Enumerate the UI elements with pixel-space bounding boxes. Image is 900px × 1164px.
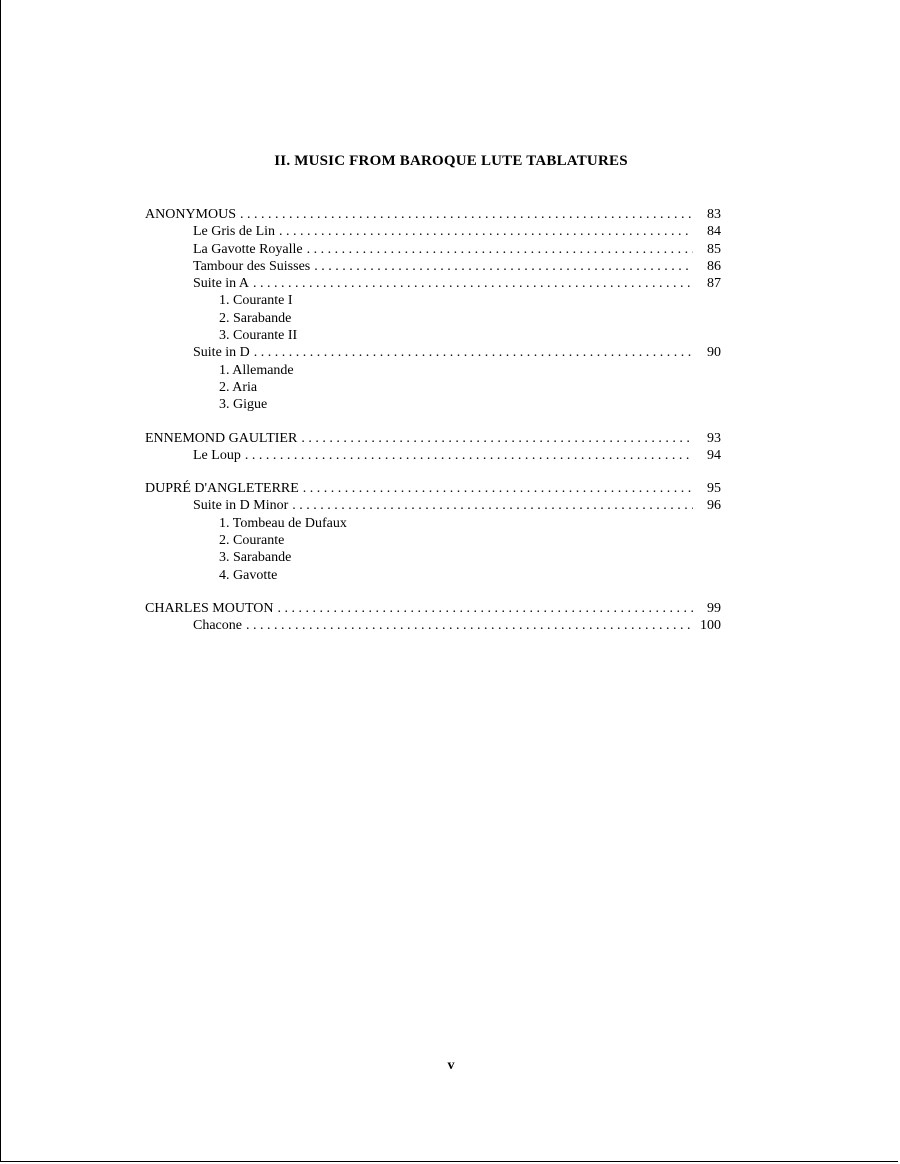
toc-entry-title: 2. Sarabande bbox=[219, 310, 292, 326]
toc-movement-entry[interactable] bbox=[145, 327, 721, 344]
table-of-contents bbox=[145, 206, 721, 635]
toc-entry-title: Suite in D bbox=[193, 345, 250, 361]
toc-composer-entry[interactable] bbox=[145, 430, 721, 447]
toc-page-number: 95 bbox=[707, 481, 721, 497]
toc-movement-entry[interactable] bbox=[145, 379, 721, 396]
toc-work-entry[interactable] bbox=[145, 223, 721, 240]
toc-page-number: 99 bbox=[707, 600, 721, 616]
page-heading: II. MUSIC FROM BAROQUE LUTE TABLATURES bbox=[274, 153, 628, 169]
toc-entry-title: Suite in A bbox=[193, 276, 250, 292]
toc-movement-entry[interactable] bbox=[145, 396, 721, 413]
toc-movement-entry[interactable] bbox=[145, 549, 721, 566]
section-gap bbox=[145, 414, 721, 430]
toc-entry-title: 4. Gavotte bbox=[219, 567, 278, 583]
toc-work-entry[interactable] bbox=[145, 275, 721, 292]
toc-work-entry[interactable] bbox=[145, 447, 721, 464]
toc-entry-title: ANONYMOUS bbox=[145, 207, 237, 222]
section-gap bbox=[145, 584, 721, 600]
toc-entry-title: Suite in D Minor bbox=[193, 498, 289, 514]
page-folio: v bbox=[447, 1058, 455, 1073]
toc-composer-entry[interactable] bbox=[145, 206, 721, 223]
toc-entry-title: 2. Courante bbox=[219, 533, 285, 549]
toc-page-number: 87 bbox=[707, 276, 721, 292]
dot-leader bbox=[246, 617, 693, 634]
toc-page-number: 90 bbox=[707, 345, 721, 361]
toc-entry-title: 3. Gigue bbox=[219, 397, 268, 413]
toc-work-entry[interactable] bbox=[145, 344, 721, 361]
toc-entry-title: Le Loup bbox=[193, 447, 241, 463]
toc-page-number: 86 bbox=[707, 258, 721, 274]
toc-entry-title: 3. Sarabande bbox=[219, 550, 292, 566]
toc-page-number: 93 bbox=[707, 430, 721, 446]
toc-movement-entry[interactable] bbox=[145, 567, 721, 584]
toc-entry-title: 2. Aria bbox=[219, 379, 258, 395]
toc-entry-title: La Gavotte Royalle bbox=[193, 241, 303, 257]
toc-entry-title: 1. Tombeau de Dufaux bbox=[219, 515, 347, 531]
toc-composer-entry[interactable] bbox=[145, 600, 721, 617]
toc-page-number: 94 bbox=[707, 447, 721, 463]
toc-movement-entry[interactable] bbox=[145, 362, 721, 379]
toc-section bbox=[145, 430, 721, 465]
toc-section bbox=[145, 206, 721, 414]
toc-entry-title: 1. Allemande bbox=[219, 362, 294, 378]
toc-work-entry[interactable] bbox=[145, 617, 721, 634]
toc-entry-title: Chacone bbox=[193, 618, 242, 634]
toc-work-entry[interactable] bbox=[145, 241, 721, 258]
dot-leader bbox=[279, 223, 693, 240]
toc-entry-title: CHARLES MOUTON bbox=[145, 600, 274, 616]
dot-leader bbox=[254, 344, 693, 361]
toc-entry-title: 3. Courante II bbox=[219, 328, 298, 344]
toc-movement-entry[interactable] bbox=[145, 532, 721, 549]
dot-leader bbox=[245, 447, 693, 464]
toc-work-entry[interactable] bbox=[145, 258, 721, 275]
toc-movement-entry[interactable] bbox=[145, 292, 721, 309]
dot-leader bbox=[277, 600, 693, 617]
dot-leader bbox=[303, 480, 693, 497]
dot-leader bbox=[292, 497, 693, 514]
toc-entry-title: ENNEMOND GAULTIER bbox=[145, 430, 298, 446]
toc-movement-entry[interactable] bbox=[145, 310, 721, 327]
dot-leader bbox=[240, 206, 693, 223]
toc-page-number: 100 bbox=[700, 618, 721, 634]
toc-movement-entry[interactable] bbox=[145, 515, 721, 532]
toc-section bbox=[145, 480, 721, 584]
dot-leader bbox=[314, 258, 693, 275]
toc-page-number: 84 bbox=[707, 224, 721, 240]
toc-entry-title: 1. Courante I bbox=[219, 293, 293, 309]
toc-page-number: 96 bbox=[707, 498, 721, 514]
dot-leader bbox=[253, 275, 693, 292]
toc-composer-entry[interactable] bbox=[145, 480, 721, 497]
toc-page-number: 83 bbox=[707, 207, 721, 222]
dot-leader bbox=[307, 241, 693, 258]
toc-page-number: 85 bbox=[707, 241, 721, 257]
toc-entry-title: Le Gris de Lin bbox=[193, 224, 276, 240]
toc-work-entry[interactable] bbox=[145, 497, 721, 514]
toc-section bbox=[145, 600, 721, 635]
section-gap bbox=[145, 464, 721, 480]
dot-leader bbox=[301, 430, 693, 447]
toc-entry-title: DUPRÉ D'ANGLETERRE bbox=[145, 481, 299, 497]
toc-entry-title: Tambour des Suisses bbox=[193, 258, 311, 274]
